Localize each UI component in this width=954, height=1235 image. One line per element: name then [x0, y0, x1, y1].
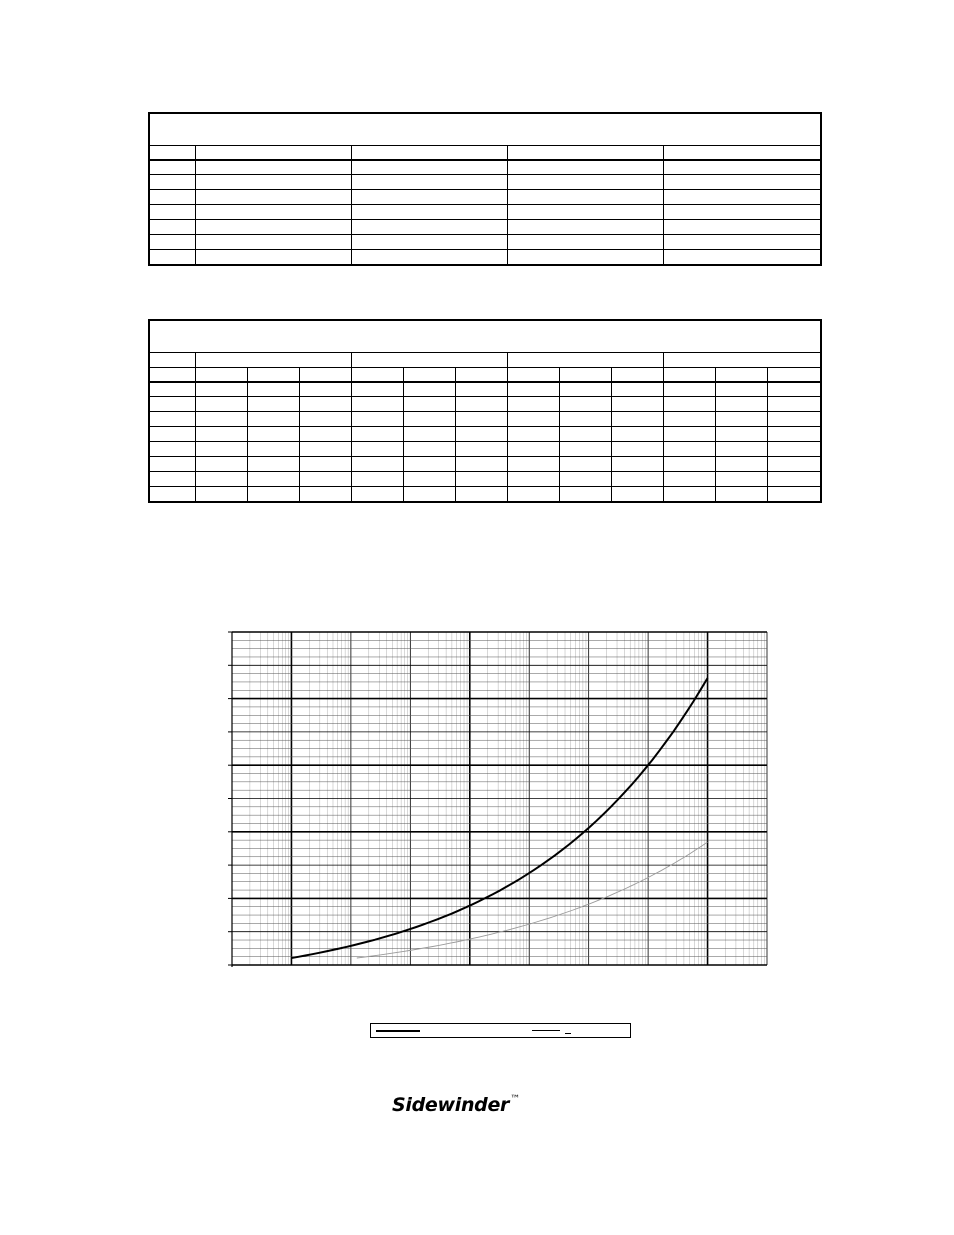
table-header-cell [195, 146, 351, 160]
table-row [149, 427, 821, 442]
chart-legend [370, 1023, 631, 1038]
legend-swatch-series-3 [565, 1033, 571, 1034]
table-row [149, 457, 821, 472]
table-subheader-row [149, 368, 821, 382]
table-row [149, 175, 821, 190]
table-row [149, 220, 821, 235]
table-1-title-cell [149, 113, 821, 146]
table-group-header-cell [507, 353, 663, 368]
legend-swatch-series-2 [532, 1030, 560, 1031]
table-row [149, 412, 821, 427]
table-header-cell [351, 146, 507, 160]
table-row [149, 235, 821, 250]
legend-swatch-series-1 [376, 1030, 420, 1032]
table-row [149, 160, 821, 175]
table-group-header-cell [351, 353, 507, 368]
table-row [149, 442, 821, 457]
performance-chart [222, 624, 782, 974]
sidewinder-logo [392, 1094, 520, 1116]
table-row [149, 472, 821, 487]
data-table-2 [148, 319, 822, 503]
table-header-cell [149, 146, 195, 160]
table-row [149, 250, 821, 265]
chart-axes [228, 632, 232, 967]
logo-text: Sidewinder [392, 1094, 510, 1116]
table-2-title-cell [149, 320, 821, 353]
data-table-1 [148, 112, 822, 266]
table-group-header-cell [149, 353, 195, 368]
table-group-header-cell [663, 353, 821, 368]
table-row [149, 397, 821, 412]
table-row [149, 382, 821, 397]
chart-series-2-line [357, 842, 708, 958]
table-header-cell [663, 146, 821, 160]
table-group-header-cell [195, 353, 351, 368]
table-row [149, 487, 821, 502]
trademark-symbol: ™ [510, 1094, 520, 1105]
table-row [149, 205, 821, 220]
table-header-cell [507, 146, 663, 160]
table-row [149, 190, 821, 205]
chart-grid [232, 632, 767, 965]
